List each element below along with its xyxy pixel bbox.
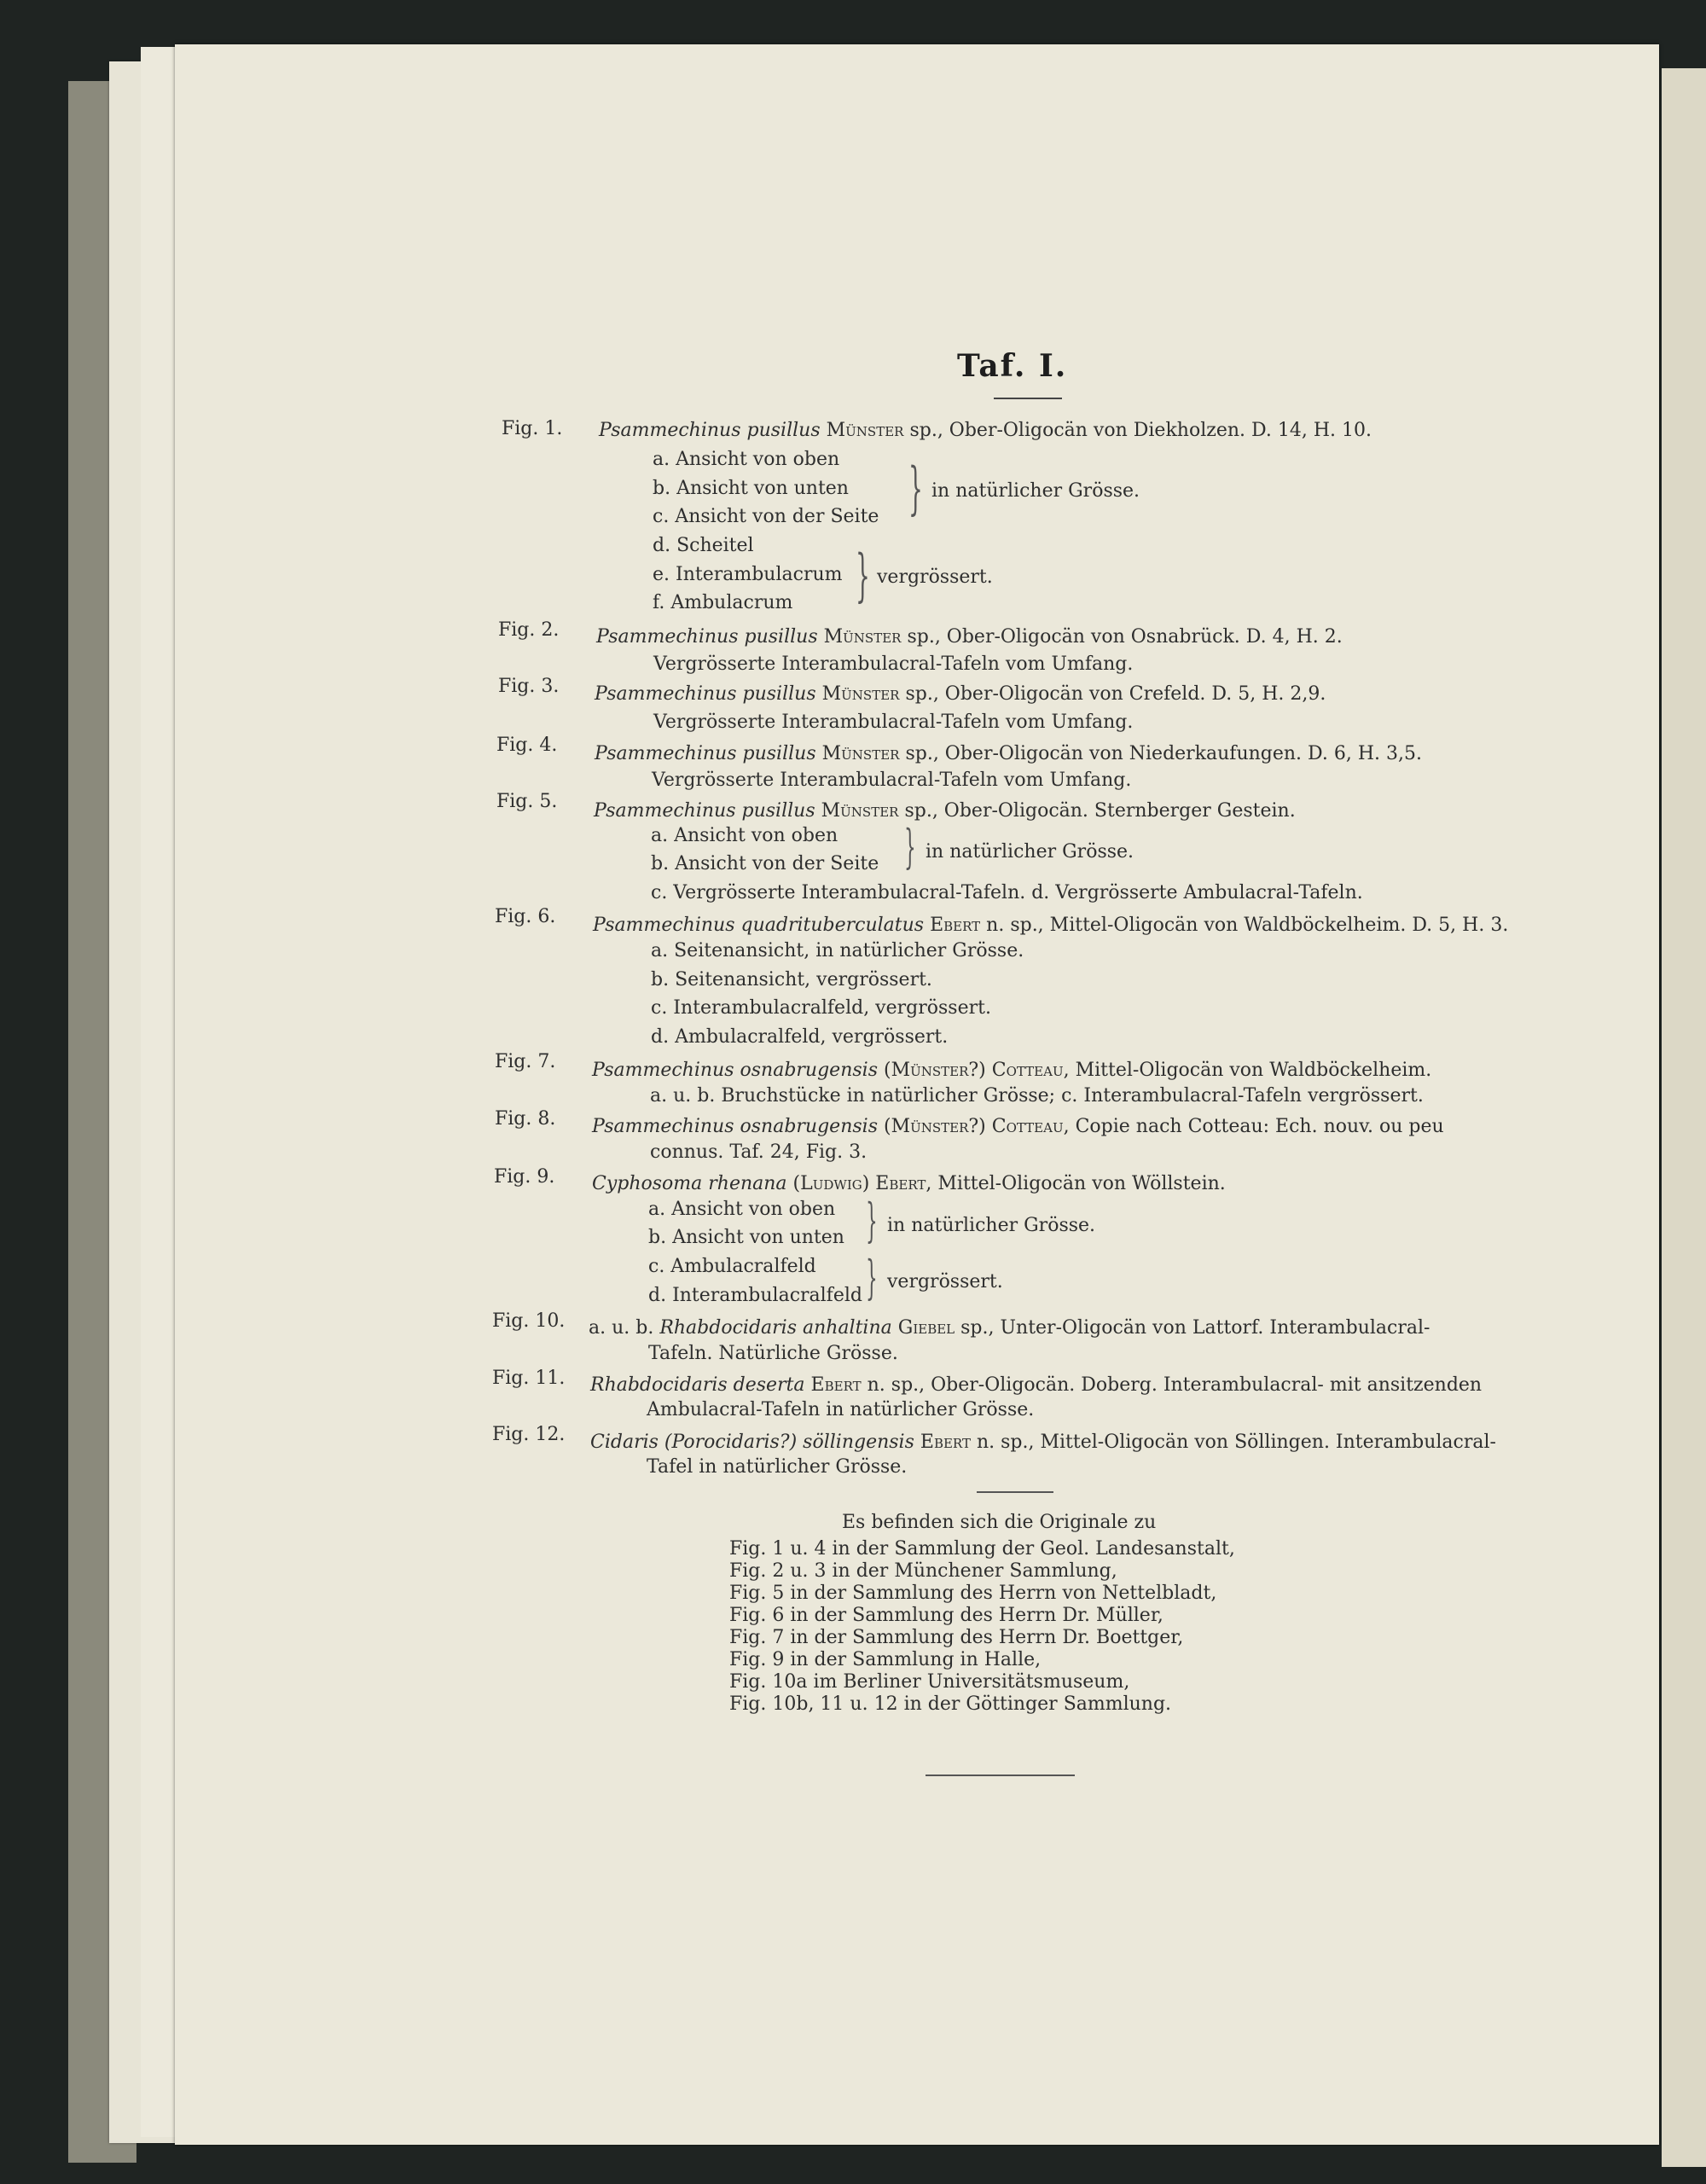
fig-label: Fig. 4. xyxy=(496,735,558,756)
sub-item: a. Ansicht von oben xyxy=(648,1199,836,1220)
fig-heading xyxy=(592,1116,1444,1137)
species: Rhabdocidaris deserta xyxy=(590,1374,805,1396)
fig-label: Fig. 1. xyxy=(502,418,563,439)
author: (Münster?) Cotteau xyxy=(883,1060,1064,1081)
sub-item: a. Ansicht von oben xyxy=(651,825,838,846)
originals-line: Fig. 2 u. 3 in der Münchener Sammlung, xyxy=(729,1560,1117,1582)
fig-heading xyxy=(599,420,1372,441)
fig-label: Fig. 10. xyxy=(492,1310,566,1332)
sub-item: f. Ambulacrum xyxy=(653,592,793,613)
fig-heading xyxy=(590,1432,1496,1453)
locality: n. sp., Mittel-Oligocän von Waldböckelheim. D. 5, H. 3. xyxy=(980,915,1509,936)
sub-item: a. Ansicht von oben xyxy=(653,449,840,470)
fig-label: Fig. 2. xyxy=(498,619,560,641)
author: Münster xyxy=(821,800,899,822)
species: Psammechinus quadrituberculatus xyxy=(593,915,925,936)
fig-label: Fig. 9. xyxy=(494,1166,555,1188)
fig-heading xyxy=(595,683,1326,705)
species: Psammechinus pusillus xyxy=(596,626,818,648)
species: Psammechinus pusillus xyxy=(594,800,815,822)
sub-item: c. Vergrösserte Interambulacral-Tafeln. d. Vergrösserte Ambulacral-Tafeln. xyxy=(651,882,1363,903)
species: Psammechinus osnabrugensis xyxy=(592,1060,878,1081)
fig-heading xyxy=(590,1374,1482,1396)
fig-label: Fig. 3. xyxy=(498,676,560,697)
sub-item: a. Seitenansicht, in natürlicher Grösse. xyxy=(651,940,1024,961)
sub-item: b. Ansicht von unten xyxy=(648,1227,844,1248)
fig-label: Fig. 12. xyxy=(492,1424,566,1445)
brace: } xyxy=(904,820,916,874)
locality: , Copie nach Cotteau: Ech. nouv. ou peu xyxy=(1063,1116,1444,1137)
fig-label: Fig. 8. xyxy=(495,1108,556,1130)
end-rule xyxy=(926,1774,1075,1776)
sub-item: Vergrösserte Interambulacral-Tafeln vom Umfang. xyxy=(652,770,1132,791)
fig-heading xyxy=(592,1060,1431,1081)
fig-heading xyxy=(596,626,1343,648)
sub-item: b. Ansicht von unten xyxy=(653,478,849,499)
species: Cidaris (Porocidaris?) söllingensis xyxy=(590,1432,914,1453)
brace-note: in natürlicher Grösse. xyxy=(887,1215,1096,1236)
species: Psammechinus pusillus xyxy=(599,420,821,441)
fig-heading xyxy=(593,915,1508,936)
author: Münster xyxy=(821,683,900,705)
author: Münster xyxy=(823,626,902,648)
brace: } xyxy=(866,1251,878,1304)
sub-item: c. Ambulacralfeld xyxy=(648,1256,816,1277)
fig-heading xyxy=(589,1317,1430,1339)
sub-item: Ambulacral-Tafeln in natürlicher Grösse. xyxy=(647,1399,1035,1420)
species: Psammechinus osnabrugensis xyxy=(592,1116,878,1137)
sub-item: c. Interambulacralfeld, vergrössert. xyxy=(651,997,991,1019)
locality: sp., Ober-Oligocän von Niederkaufungen. D. 6, H. 3,5. xyxy=(899,743,1423,764)
locality: sp., Ober-Oligocän von Crefeld. D. 5, H. 2,9. xyxy=(899,683,1326,705)
brace-note: in natürlicher Grösse. xyxy=(931,480,1140,502)
brace: } xyxy=(908,456,923,521)
author: Münster xyxy=(821,743,900,764)
locality: , Mittel-Oligocän von Waldböckelheim. xyxy=(1063,1060,1432,1081)
sub-item: d. Interambulacralfeld xyxy=(648,1285,862,1306)
sub-item: d. Ambulacralfeld, vergrössert. xyxy=(651,1026,949,1048)
author: Ebert xyxy=(920,1432,971,1453)
title-rule xyxy=(994,398,1062,399)
sub-item: Tafeln. Natürliche Grösse. xyxy=(648,1343,898,1364)
originals-line: Fig. 7 in der Sammlung des Herrn Dr. Boettger, xyxy=(729,1627,1184,1648)
fig-label: Fig. 11. xyxy=(492,1368,566,1389)
locality: n. sp., Mittel-Oligocän von Söllingen. Interambulacral- xyxy=(970,1432,1496,1453)
locality: sp., Ober-Oligocän von Diekholzen. D. 14, H. 10. xyxy=(903,420,1372,441)
originals-intro: Es befinden sich die Originale zu xyxy=(842,1512,1157,1533)
sub-item: connus. Taf. 24, Fig. 3. xyxy=(650,1141,868,1163)
locality: sp., Ober-Oligocän. Sternberger Gestein. xyxy=(898,800,1296,822)
fig-label: Fig. 7. xyxy=(495,1051,556,1072)
author: Münster xyxy=(826,420,904,441)
species: Psammechinus pusillus xyxy=(595,743,816,764)
locality: n. sp., Ober-Oligocän. Doberg. Interambulacral- mit ansitzenden xyxy=(861,1374,1483,1396)
brace: } xyxy=(856,543,870,608)
species: Cyphosoma rhenana xyxy=(592,1173,787,1194)
sub-item: Vergrösserte Interambulacral-Tafeln vom Umfang. xyxy=(653,653,1134,675)
prefix: a. u. b. xyxy=(589,1317,660,1339)
sub-item: Tafel in natürlicher Grösse. xyxy=(647,1456,908,1478)
fig-heading xyxy=(592,1173,1226,1194)
brace: } xyxy=(866,1194,878,1247)
plate-title: Taf. I. xyxy=(957,348,1068,384)
sub-item: b. Ansicht von der Seite xyxy=(651,853,879,874)
sub-item: e. Interambulacrum xyxy=(653,564,843,585)
originals-line: Fig. 1 u. 4 in der Sammlung der Geol. Landesanstalt, xyxy=(729,1538,1235,1560)
brace-note: vergrössert. xyxy=(887,1271,1003,1292)
fig-heading xyxy=(595,743,1422,764)
locality: sp., Ober-Oligocän von Osnabrück. D. 4, H. 2. xyxy=(901,626,1343,648)
separator-rule xyxy=(977,1491,1053,1493)
fig-label: Fig. 6. xyxy=(495,906,556,927)
sub-item: a. u. b. Bruchstücke in natürlicher Grösse; c. Interambulacral-Tafeln vergrössert. xyxy=(650,1085,1424,1107)
author: (Ludwig) Ebert xyxy=(792,1173,926,1194)
originals-line: Fig. 10a im Berliner Universitätsmuseum, xyxy=(729,1671,1130,1693)
author: (Münster?) Cotteau xyxy=(883,1116,1064,1137)
fig-label: Fig. 5. xyxy=(496,791,558,812)
species: Rhabdocidaris anhaltina xyxy=(659,1317,892,1339)
sub-item: b. Seitenansicht, vergrössert. xyxy=(651,969,932,990)
originals-line: Fig. 9 in der Sammlung in Halle, xyxy=(729,1649,1042,1670)
author: Giebel xyxy=(897,1317,955,1339)
sub-item: d. Scheitel xyxy=(653,535,754,556)
brace-note: in natürlicher Grösse. xyxy=(926,841,1134,863)
fig-heading xyxy=(594,800,1296,822)
sub-item: Vergrösserte Interambulacral-Tafeln vom Umfang. xyxy=(653,712,1134,733)
locality: , Mittel-Oligocän von Wöllstein. xyxy=(926,1173,1226,1194)
originals-line: Fig. 10b, 11 u. 12 in der Göttinger Sammlung. xyxy=(729,1693,1172,1715)
sub-item: c. Ansicht von der Seite xyxy=(653,506,879,527)
author: Ebert xyxy=(930,915,981,936)
author: Ebert xyxy=(810,1374,862,1396)
locality: sp., Unter-Oligocän von Lattorf. Interambulacral- xyxy=(955,1317,1430,1339)
species: Psammechinus pusillus xyxy=(595,683,816,705)
brace-note: vergrössert. xyxy=(877,566,993,588)
originals-line: Fig. 5 in der Sammlung des Herrn von Nettelbladt, xyxy=(729,1583,1217,1604)
originals-line: Fig. 6 in der Sammlung des Herrn Dr. Müller, xyxy=(729,1605,1163,1626)
